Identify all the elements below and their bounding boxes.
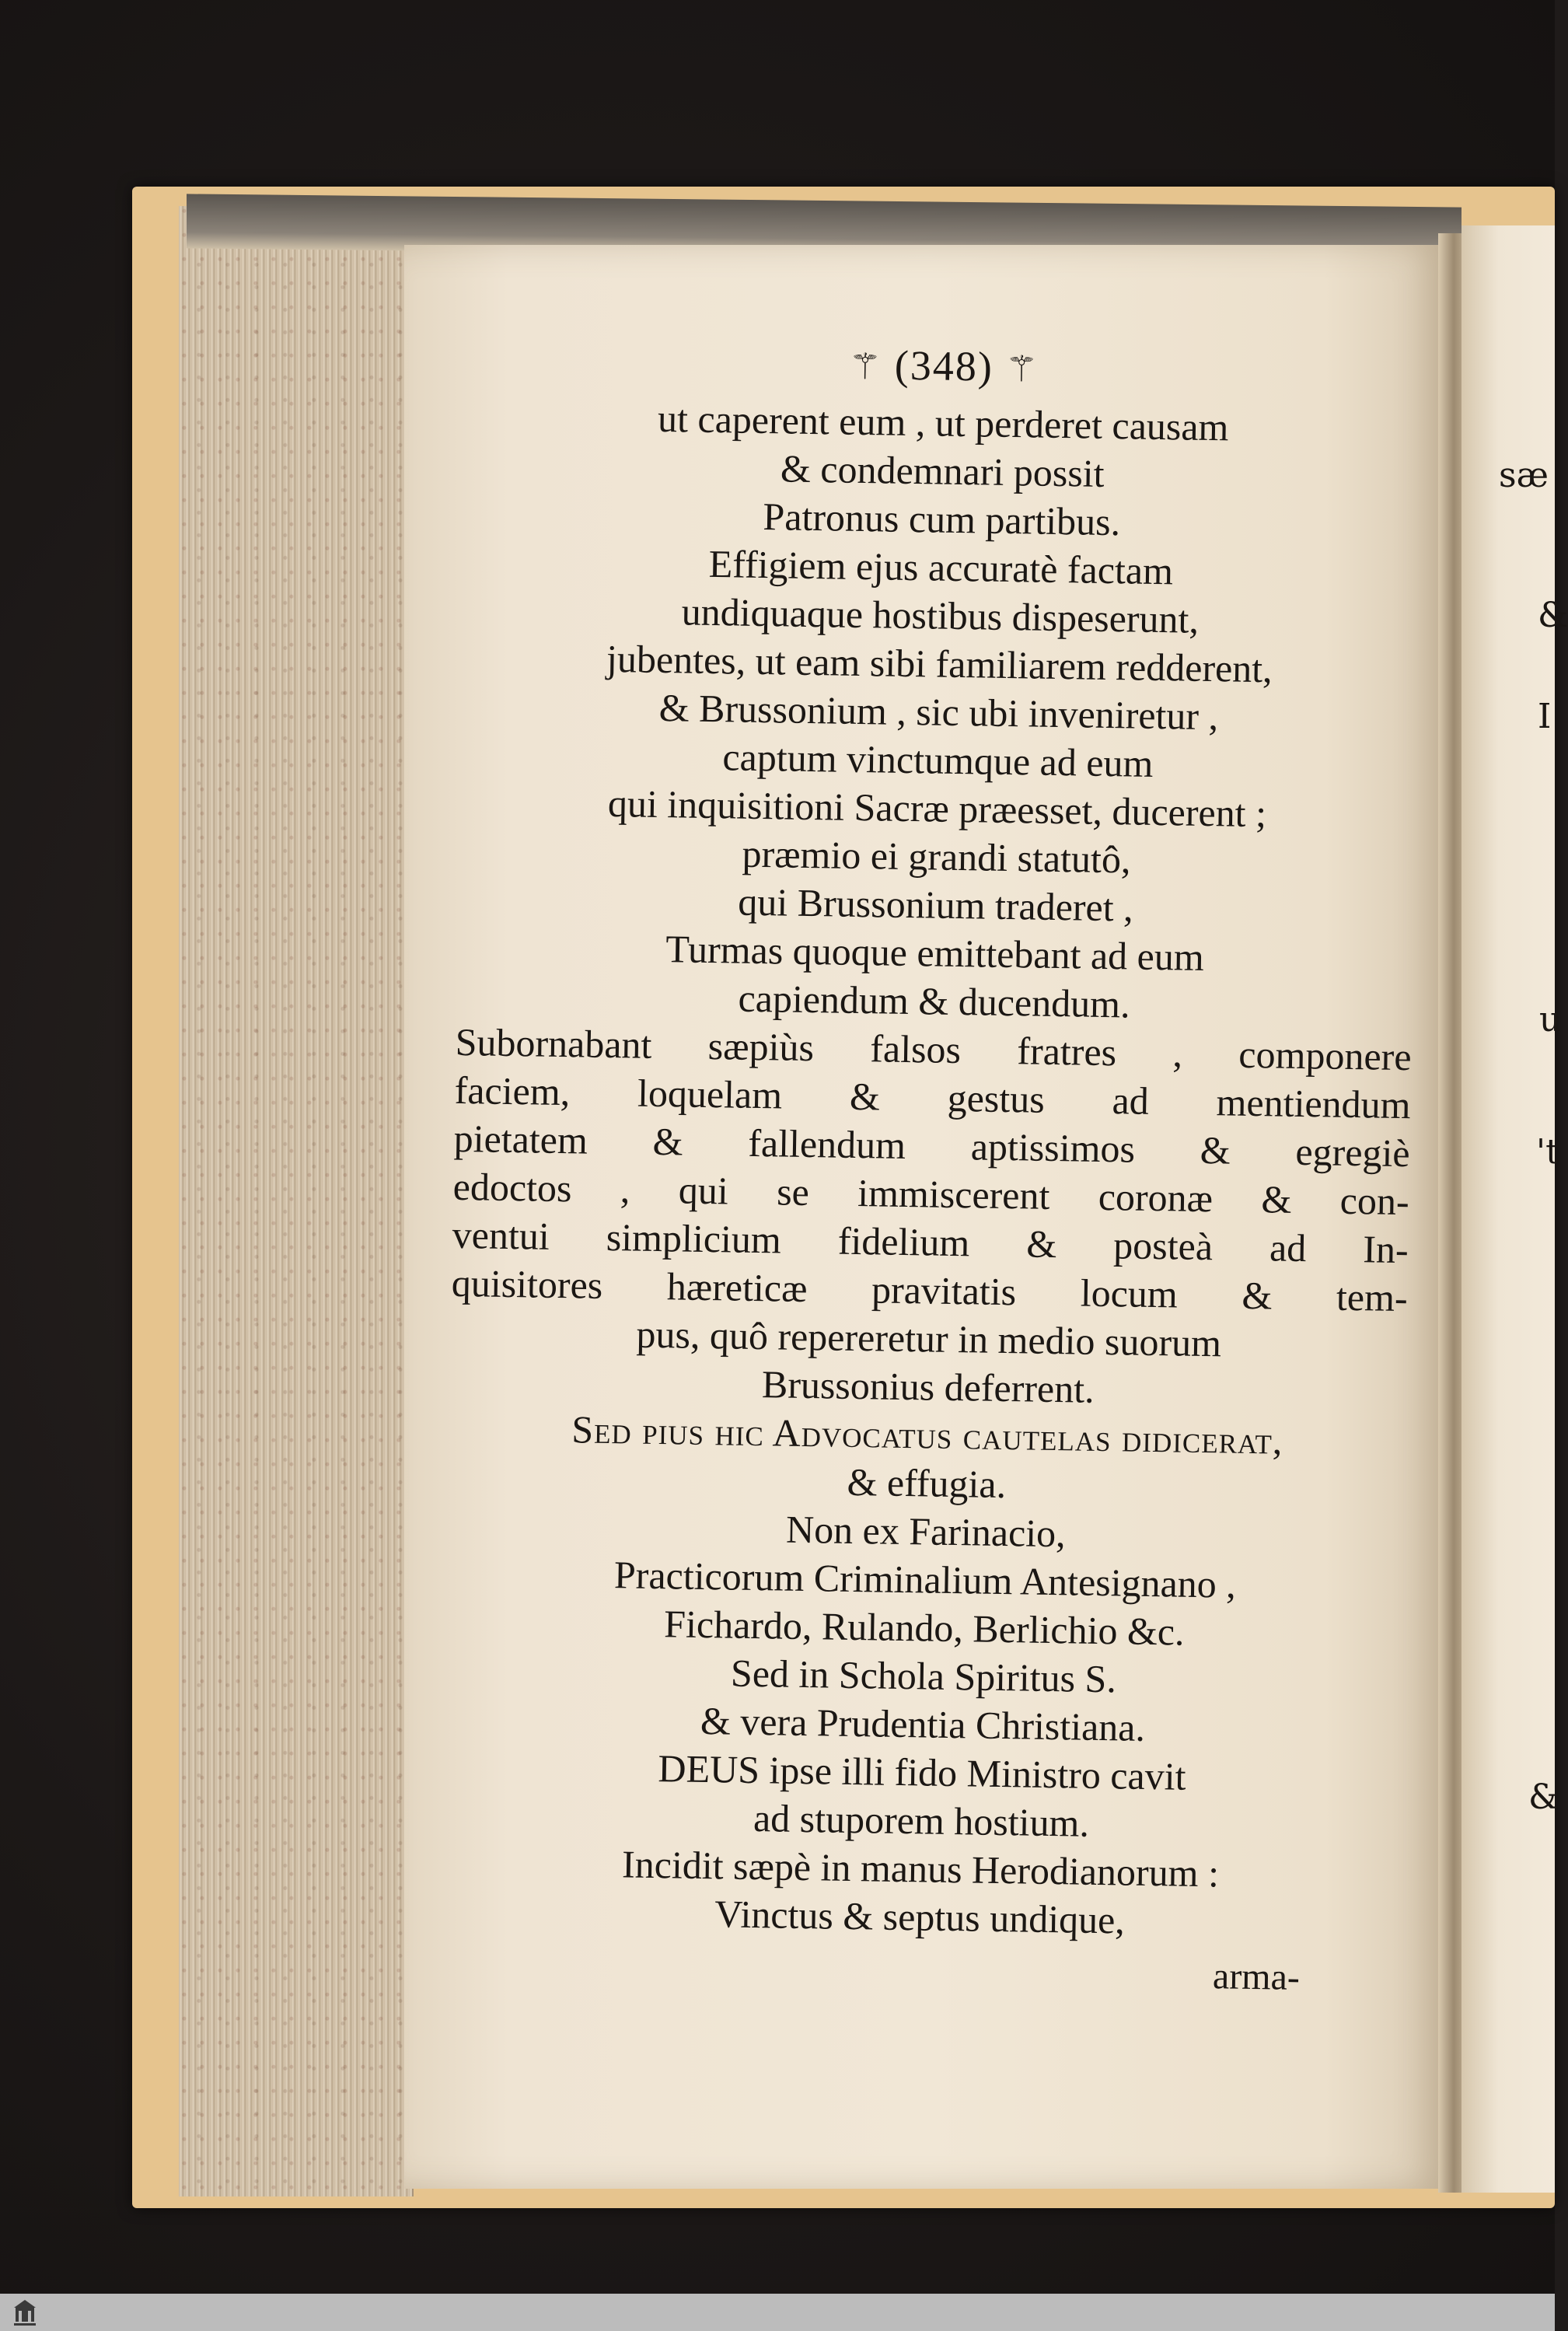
text-line: undiquaque hostibus dispeserunt, [681,589,1200,641]
text-line: qui inquisitioni Sacræ præesset, ducerent ; [607,781,1267,836]
text-line: & vera Prudentia Christiana. [700,1698,1146,1749]
text-line: Incidit sæpè in manus Herodianorum : [621,1842,1220,1896]
facing-page-fragment: I [1538,697,1552,736]
facing-page-fragment: & [1538,596,1568,635]
text-line: quisitores hæreticæ pravitatis locum & tem- [451,1260,1409,1320]
text-line: captum vinctumque ad eum [722,735,1154,785]
text-line: Sed pius hic Advocatus cautelas didicerat, [571,1407,1283,1463]
text-line: Turmas quoque emittebant ad eum [665,927,1205,979]
text-line: Vinctus & septus undique, [714,1892,1126,1942]
ornament-icon: ⚚ [848,346,883,387]
facing-page-fragment: & [1528,1777,1559,1817]
text-line: ventui simplicium fidelium & posteà ad In- [452,1212,1409,1272]
text-line: Sed in Schola Spiritus S. [730,1651,1117,1701]
text-line: qui Brussonium traderet , [738,879,1134,930]
text-line: ad stuporem hostium. [753,1796,1090,1845]
text-line: Fichardo, Rulando, Berlichio &c. [663,1602,1185,1654]
text-line: Practicorum Criminalium Antesignano , [613,1553,1237,1606]
catchword: arma- [1212,1955,1301,1998]
text-line: Subornabant sæpiùs falsos fratres , componere [455,1019,1412,1079]
text-line: & effugia. [847,1459,1007,1507]
page-body [442,334,1423,1948]
text-line: pietatem & fallendum aptissimos & egregiè [453,1116,1411,1176]
text-line: DEUS ipse illi fido Ministro cavit [658,1746,1186,1798]
facing-page [1461,225,1568,2193]
text-line: & condemnari possit [780,446,1105,495]
text-line: Non ex Farinacio, [785,1507,1067,1556]
text-line: capiendum & ducendum. [738,976,1131,1026]
text-line: pus, quô repereretur in medio suorum [636,1312,1222,1365]
text-line: præmio ei grandi statutô, [742,831,1131,882]
ornament-icon: ⚚ [1004,348,1040,390]
text-line: edoctos , qui se immiscerent coronæ & con- [452,1164,1410,1224]
page-number: (348) [894,341,994,390]
text-lines [442,391,1422,1948]
facing-page-fragment: u [1539,1000,1562,1040]
text-line: jubentes, ut eam sibi familiarem redderent, [606,636,1273,691]
text-line: ut caperent eum , ut perderet causam [657,396,1229,449]
text-line: Brussonius deferrent. [761,1362,1095,1411]
text-line: faciem, loquelam & gestus ad mentiendum [454,1068,1412,1127]
text-line: & Brussonium , sic ubi inveniretur , [658,685,1219,739]
library-logo-icon [11,2297,39,2328]
text-line: Effigiem ejus accuratè factam [708,541,1174,593]
scan-info-bar [0,2294,1555,2331]
facing-page-fragment: 't [1536,1132,1559,1172]
page-edges [179,206,414,2196]
facing-page-fragment: sæ [1499,456,1549,495]
text-line: Patronus cum partibus. [763,495,1121,544]
